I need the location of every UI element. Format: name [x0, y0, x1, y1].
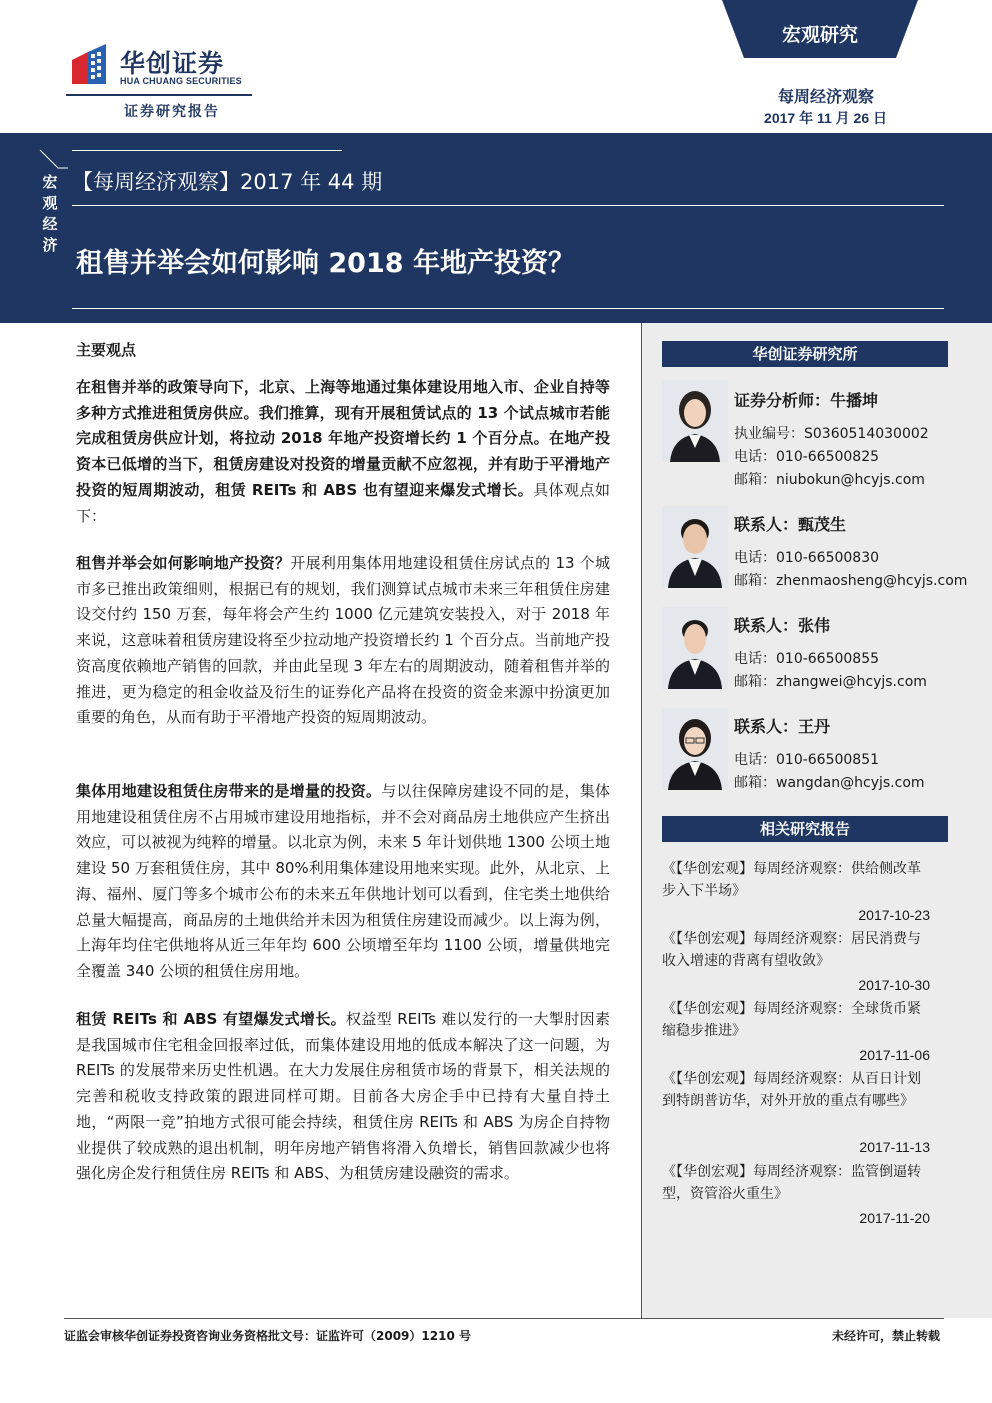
related-report-link[interactable]: 《【华创宏观】每周经济观察：供给侧改革步入下半场》: [662, 861, 921, 899]
logo-mark-icon: [66, 44, 112, 84]
point-body: 权益型 REITs 难以发行的一大掣肘因素是我国城市住宅租金回报率过低，而集体建设用地的低成本解决了这一问题，为 REITs 的发展带来历史性机遇。在大力发展住房租赁市场的背景下，相关法规的完善和税收支持政策的跟进同样可期。目前各大房企手中已持有大量自持土地，“两限一竞”拍地方式很可能会持续，租赁住房 REITs 和 ABS 为房企自持物业提供了较成熟的退出机制，明年房地产销售将滑入负增长，销售回款减少也将强化房企发行租赁住房 REITs 和 ABS、为租赁房建设融资的需求。: [76, 1010, 611, 1183]
contact-photo: [662, 708, 728, 790]
contact-email[interactable]: 邮箱：zhangwei@hcyjs.com: [734, 674, 927, 690]
related-report-link[interactable]: 《【华创宏观】每周经济观察：从百日计划到特朗普访华，对外开放的重点有哪些》: [662, 1071, 921, 1109]
point-heading: 集体用地建设租赁住房带来的是增量的投资。: [76, 782, 382, 800]
contact-name: 联系人：张伟: [734, 616, 831, 635]
brand-divider: [66, 94, 252, 96]
point-paragraph: [76, 551, 610, 731]
person-portrait-icon: [662, 380, 728, 462]
related-report-link[interactable]: 《【华创宏观】每周经济观察：全球货币紧缩稳步推进》: [662, 1001, 921, 1039]
issue-title: 【每周经济观察】2017 年 44 期: [72, 170, 383, 194]
related-report-date: 2017-11-06: [859, 1047, 930, 1063]
footer-license: 证监会审核华创证券投资咨询业务资格批文号：证监许可（2009）1210 号: [64, 1329, 471, 1343]
contact-name: 证券分析师：牛播坤: [734, 391, 879, 410]
point-body: 开展利用集体用地建设租赁住房试点的 13 个城市多已推出政策细则，根据已有的规划，我们测算试点城市未来三年租赁住房建设交付约 150 万套，每年将会产生约 1000 亿元建筑安装投入，对于 2018 年来说，这意味着租赁房建设将至少拉动地产投资增长约 1 个百分点。当前地产投资高度依赖地产销售的回款，并由此呈现 3 年左右的周期波动，随着租售并举的推进，更为稳定的租金收益及衍生的证券化产品将在投资的资金来源中扮演更加重要的角色，从而有助于平滑地产投资的短周期波动。: [76, 554, 610, 727]
summary-tail: 具体观点如下：: [76, 480, 610, 525]
institute-title: 华创证券研究所: [662, 341, 948, 367]
title-banner: [0, 133, 992, 323]
banner-rule-middle: [72, 205, 944, 206]
related-report-date: 2017-11-13: [859, 1139, 930, 1155]
related-report-date: 2017-11-20: [859, 1210, 930, 1226]
summary-bold: 在租售并举的政策导向下，北京、上海等地通过集体建设用地入市、企业自持等多种方式推进租赁房供应。我们推算，现有开展租赁试点的 13 个试点城市若能完成租赁房供应计划，将拉动 2018 年地产投资增长约 1 个百分点。在地产投资本已低增的当下，租赁房建设对投资的增量贡献不应忽视，并有助于平滑地产投资的短周期波动，租赁 REITs 和 ABS 也有望迎来爆发式增长。: [76, 378, 610, 499]
point-paragraph: [76, 1007, 610, 1187]
related-report-link[interactable]: 《【华创宏观】每周经济观察：居民消费与收入增速的背离有望收敛》: [662, 931, 921, 969]
contact-phone: 电话：010-66500830: [734, 550, 880, 566]
contact-photo: [662, 506, 728, 588]
contact-phone: 电话：010-66500851: [734, 752, 880, 768]
brand-name-en: HUA CHUANG SECURITIES: [120, 76, 242, 86]
section-title: 主要观点: [76, 341, 137, 359]
contact-email[interactable]: 邮箱：niubokun@hcyjs.com: [734, 472, 925, 488]
slash-decoration-icon: [38, 148, 68, 170]
person-portrait-icon: [662, 607, 728, 689]
contact-photo: [662, 607, 728, 689]
footer-rule: [64, 1318, 944, 1319]
analyst-photo: [662, 380, 728, 462]
banner-rule-top: [72, 150, 342, 151]
contact-phone: 电话：010-66500855: [734, 651, 880, 667]
point-heading: 租赁 REITs 和 ABS 有望爆发式增长。: [76, 1010, 346, 1028]
contact-email[interactable]: 邮箱：zhenmaosheng@hcyjs.com: [734, 573, 968, 589]
point-paragraph: [76, 779, 610, 985]
contact-license: 执业编号：S0360514030002: [734, 426, 929, 442]
contact-name: 联系人：甄茂生: [734, 515, 847, 534]
brand-name-cn: 华创证券: [120, 49, 225, 78]
sidebar: [642, 323, 992, 1318]
main-title: 租售并举会如何影响 2018 年地产投资？: [76, 248, 575, 279]
point-heading: 租售并举会如何影响地产投资？: [76, 554, 291, 572]
related-report-link[interactable]: 《【华创宏观】每周经济观察：监管倒逼转型，资管浴火重生》: [662, 1164, 921, 1202]
related-report-date: 2017-10-30: [858, 977, 930, 993]
related-report-date: 2017-10-23: [858, 907, 930, 923]
footer-copyright: 未经许可，禁止转载: [831, 1329, 940, 1343]
contact-phone: 电话：010-66500825: [734, 449, 880, 465]
vertical-category-label: 宏观经济: [42, 173, 58, 254]
person-portrait-icon: [662, 708, 728, 790]
report-date: 2017 年 11 月 26 日: [764, 110, 887, 126]
category-tag-label: 宏观研究: [781, 24, 858, 46]
category-tag: [722, 0, 918, 58]
contact-email[interactable]: 邮箱：wangdan@hcyjs.com: [734, 775, 925, 791]
related-reports-title: 相关研究报告: [662, 816, 948, 842]
banner-rule-bottom: [72, 308, 944, 309]
contact-name: 联系人：王丹: [734, 717, 831, 736]
summary-paragraph: [76, 375, 610, 529]
report-type-label: 证券研究报告: [124, 104, 220, 120]
series-name: 每周经济观察: [777, 87, 874, 106]
point-body: 与以往保障房建设不同的是，集体用地建设租赁住房不占用城市建设用地指标，并不会对商品房土地供应产生挤出效应，可以被视为纯粹的增量。以北京为例，未来 5 年计划供地 1300 公顷土地建设 50 万套租赁住房，其中 80%利用集体建设用地来实现。此外，从北京、上海、福州、厦门等多个城市公布的未来五年供地计划可以看到，住宅类土地供给总量大幅提高，商品房的土地供给并未因为租赁住房建设而减少。以上海为例，上海年均住宅供地将从近三年年均 600 公顷增至年均 1100 公顷，增量供地完全覆盖 340 公顷的租赁住房用地。: [76, 782, 610, 980]
person-portrait-icon: [662, 506, 728, 588]
company-logo: [66, 44, 256, 124]
